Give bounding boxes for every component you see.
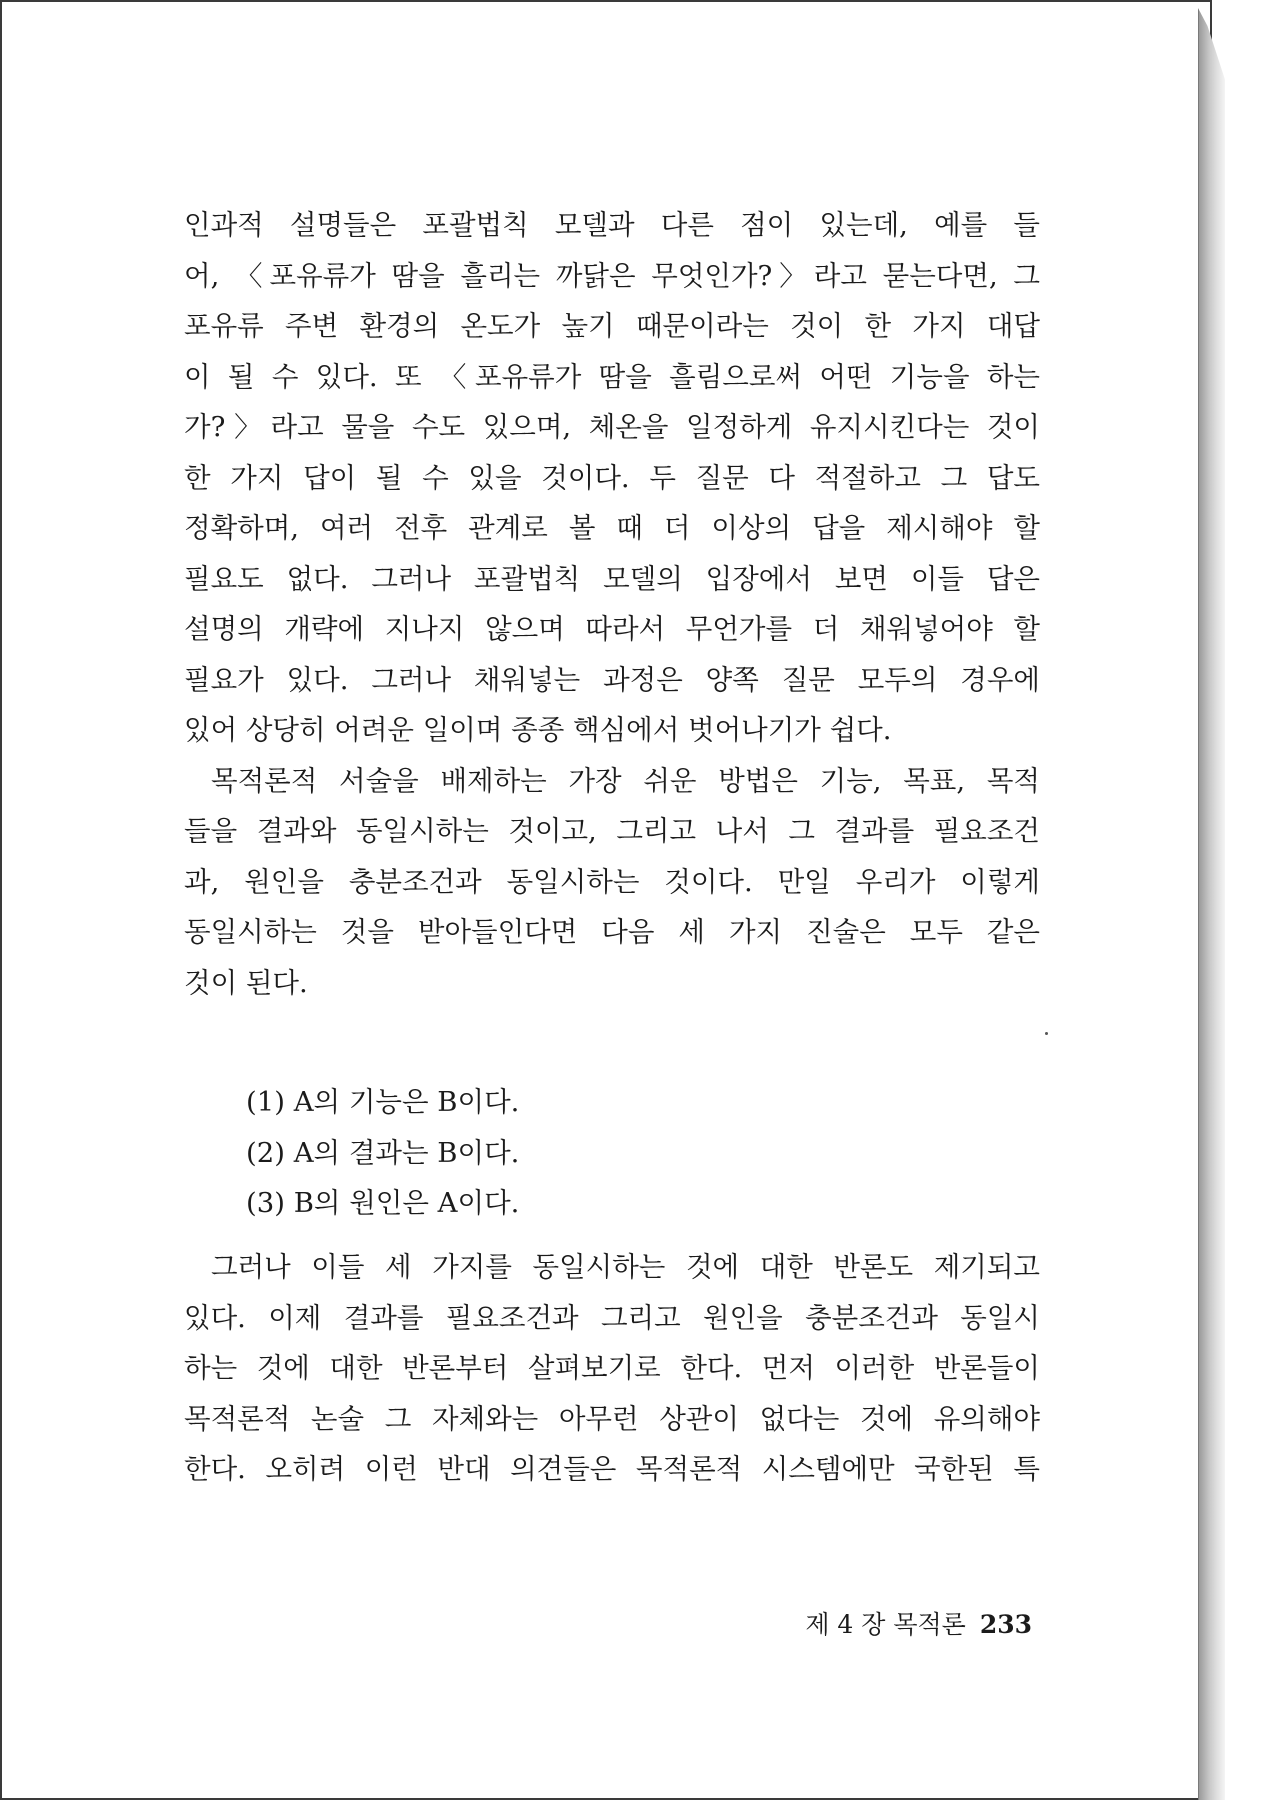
paragraph-line: 인과적 설명들은 포괄법칙 모델과 다른 점이 있는데, 예를 들 xyxy=(184,209,1040,241)
paragraph-line: 가?〉라고 물을 수도 있으며, 체온을 일정하게 유지시킨다는 것이 xyxy=(184,411,1040,443)
page-number: 233 xyxy=(979,1610,1032,1639)
paragraph-line: 있어 상당히 어려운 일이며 종종 핵심에서 벗어나기가 쉽다. xyxy=(184,714,892,746)
paragraph-line: 정확하며, 여러 전후 관계로 볼 때 더 이상의 답을 제시해야 할 xyxy=(184,512,1040,544)
page-footer xyxy=(772,1605,1032,1641)
paragraph-line: 필요도 없다. 그러나 포괄법칙 모델의 입장에서 보면 이들 답은 xyxy=(184,562,1040,595)
paragraph-line: 동일시하는 것을 받아들인다면 다음 세 가지 진술은 모두 같은 xyxy=(184,916,1040,948)
body-text-top xyxy=(184,200,1040,1008)
paragraph-line: 설명의 개략에 지나지 않으며 따라서 무언가를 더 채워넣어야 할 xyxy=(184,613,1040,645)
paragraph-line: 목적론적 서술을 배제하는 가장 쉬운 방법은 기능, 목표, 목적 xyxy=(211,764,1040,797)
paragraph-line: 하는 것에 대한 반론부터 살펴보기로 한다. 먼저 이러한 반론들이 xyxy=(184,1352,1040,1384)
paragraph-line: 한 가지 답이 될 수 있을 것이다. 두 질문 다 적절하고 그 답도 xyxy=(184,461,1040,494)
running-chapter-title: 제 4 장 목적론 xyxy=(805,1610,966,1639)
paragraph-line: 그러나 이들 세 가지를 동일시하는 것에 대한 반론도 제기되고 xyxy=(211,1251,1040,1283)
list-item: (1) A의 기능은 B이다. xyxy=(246,1086,520,1118)
paragraph-line: 필요가 있다. 그러나 채워넣는 과정은 양쪽 질문 모두의 경우에 xyxy=(184,663,1040,696)
paragraph-line: 포유류 주변 환경의 온도가 높기 때문이라는 것이 한 가지 대답 xyxy=(184,310,1040,342)
list-item: (2) A의 결과는 B이다. xyxy=(246,1136,520,1169)
paragraph-line: 들을 결과와 동일시하는 것이고, 그리고 나서 그 결과를 필요조건 xyxy=(184,815,1040,847)
paragraph-line: 있다. 이제 결과를 필요조건과 그리고 원인을 충분조건과 동일시 xyxy=(184,1301,1040,1334)
list-item: (3) B의 원인은 A이다. xyxy=(246,1187,520,1219)
numbered-list xyxy=(246,1077,946,1229)
paragraph-line: 과, 원인을 충분조건과 동일시하는 것이다. 만일 우리가 이렇게 xyxy=(184,865,1040,898)
print-speck xyxy=(1045,1032,1048,1035)
paragraph-line: 한다. 오히려 이런 반대 의견들은 목적론적 시스템에만 국한된 특 xyxy=(184,1453,1040,1485)
paragraph-line: 이 될 수 있다. 또 〈포유류가 땀을 흘림으로써 어떤 기능을 하는 xyxy=(184,360,1040,393)
page-edge-shadow xyxy=(1198,8,1225,1800)
body-text-bottom xyxy=(184,1242,1040,1495)
paragraph-line: 목적론적 논술 그 자체와는 아무런 상관이 없다는 것에 유의해야 xyxy=(184,1402,1040,1435)
paragraph-line: 것이 된다. xyxy=(184,966,308,999)
paragraph-line: 어, 〈포유류가 땀을 흘리는 까닭은 무엇인가?〉라고 묻는다면, 그 xyxy=(184,259,1040,292)
